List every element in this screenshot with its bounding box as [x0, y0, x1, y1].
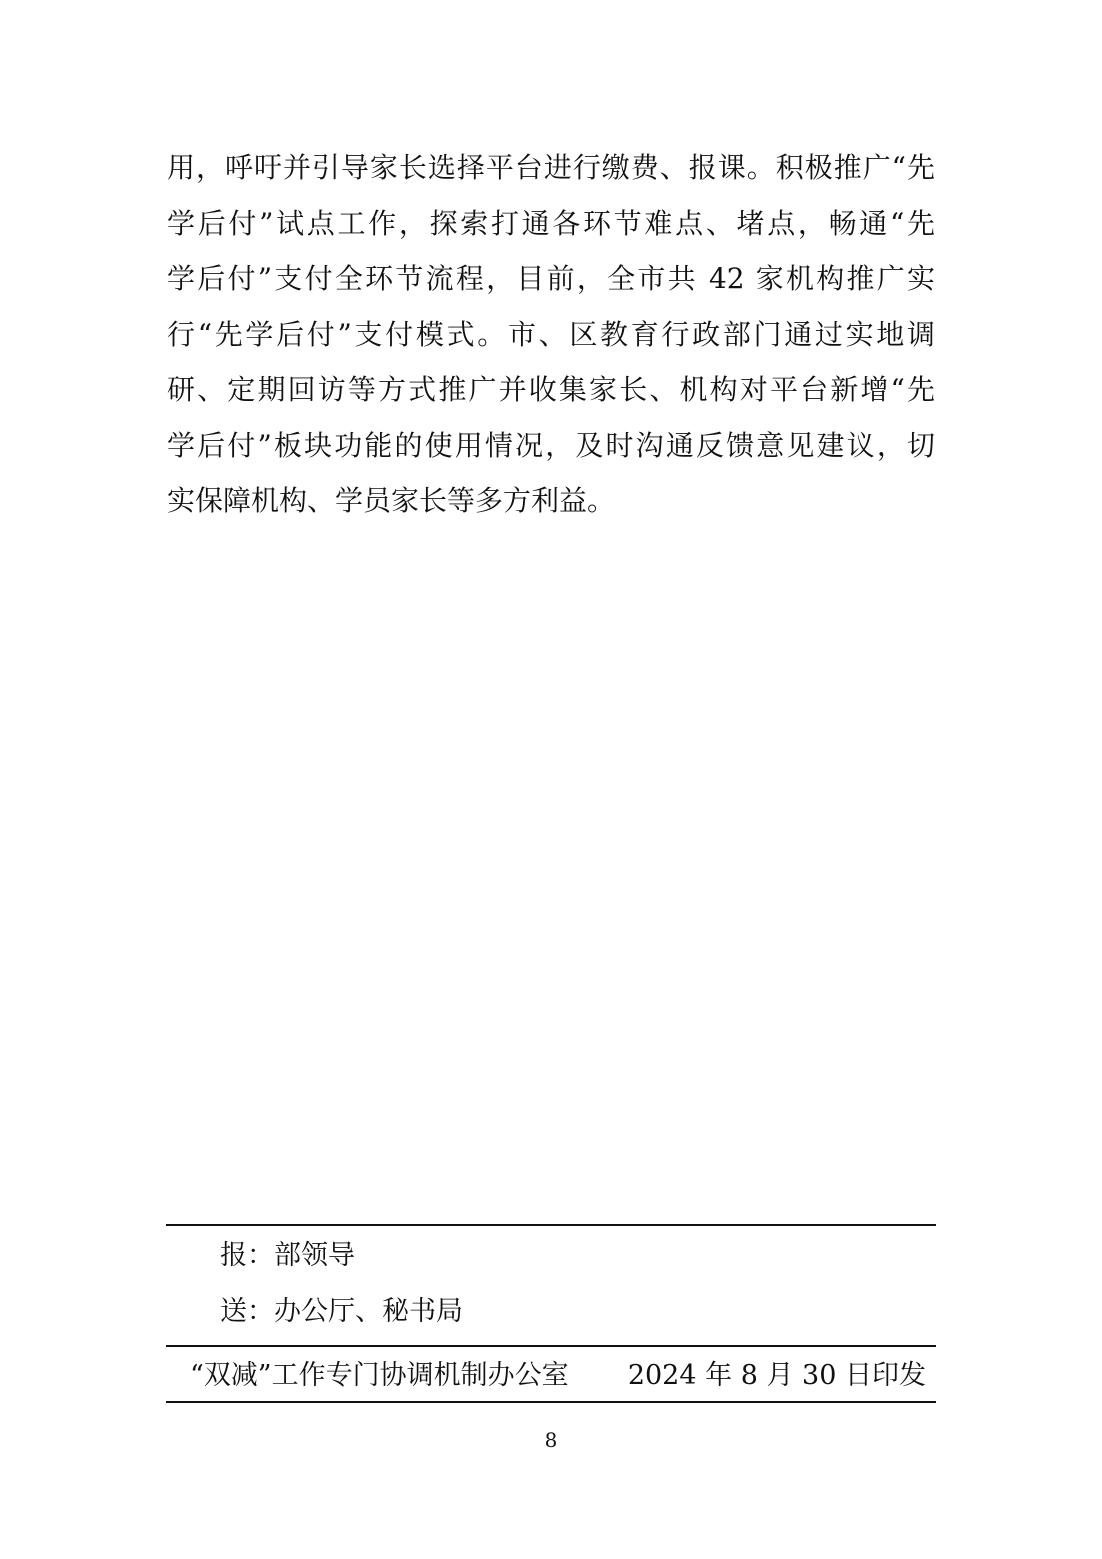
send-label: 送： [220, 1296, 274, 1327]
issuer: “双减”工作专门协调机制办公室 [190, 1360, 569, 1391]
distribution-top-rule [166, 1224, 936, 1226]
report-value: 部领导 [274, 1240, 355, 1271]
issue-date: 2024 年 8 月 30 日印发 [627, 1360, 926, 1391]
body-line-1: 用，呼吁并引导家长选择平台进行缴费、报课。积极推广“先 [167, 151, 935, 184]
distribution-bottom-rule [166, 1401, 936, 1403]
report-row [220, 1238, 355, 1274]
body-line-4: 行“先学后付”支付模式。市、区教育行政部门通过实地调 [167, 317, 935, 351]
page-number: 8 [544, 1428, 558, 1452]
body-line-7: 实保障机构、学员家长等多方利益。 [167, 484, 616, 517]
report-label: 报： [220, 1240, 274, 1271]
body-line-5: 研、定期回访等方式推广并收集家长、机构对平台新增“先 [167, 373, 935, 406]
send-row [220, 1294, 463, 1330]
distribution-middle-rule [166, 1345, 936, 1347]
send-value: 办公厅、秘书局 [274, 1296, 463, 1327]
body-line-6: 学后付”板块功能的使用情况，及时沟通反馈意见建议，切 [167, 428, 935, 462]
body-text [167, 140, 935, 529]
body-line-2: 学后付”试点工作，探索打通各环节难点、堵点，畅通“先 [167, 206, 935, 240]
body-line-3: 学后付”支付全环节流程，目前，全市共 42 家机构推广实 [167, 262, 935, 295]
